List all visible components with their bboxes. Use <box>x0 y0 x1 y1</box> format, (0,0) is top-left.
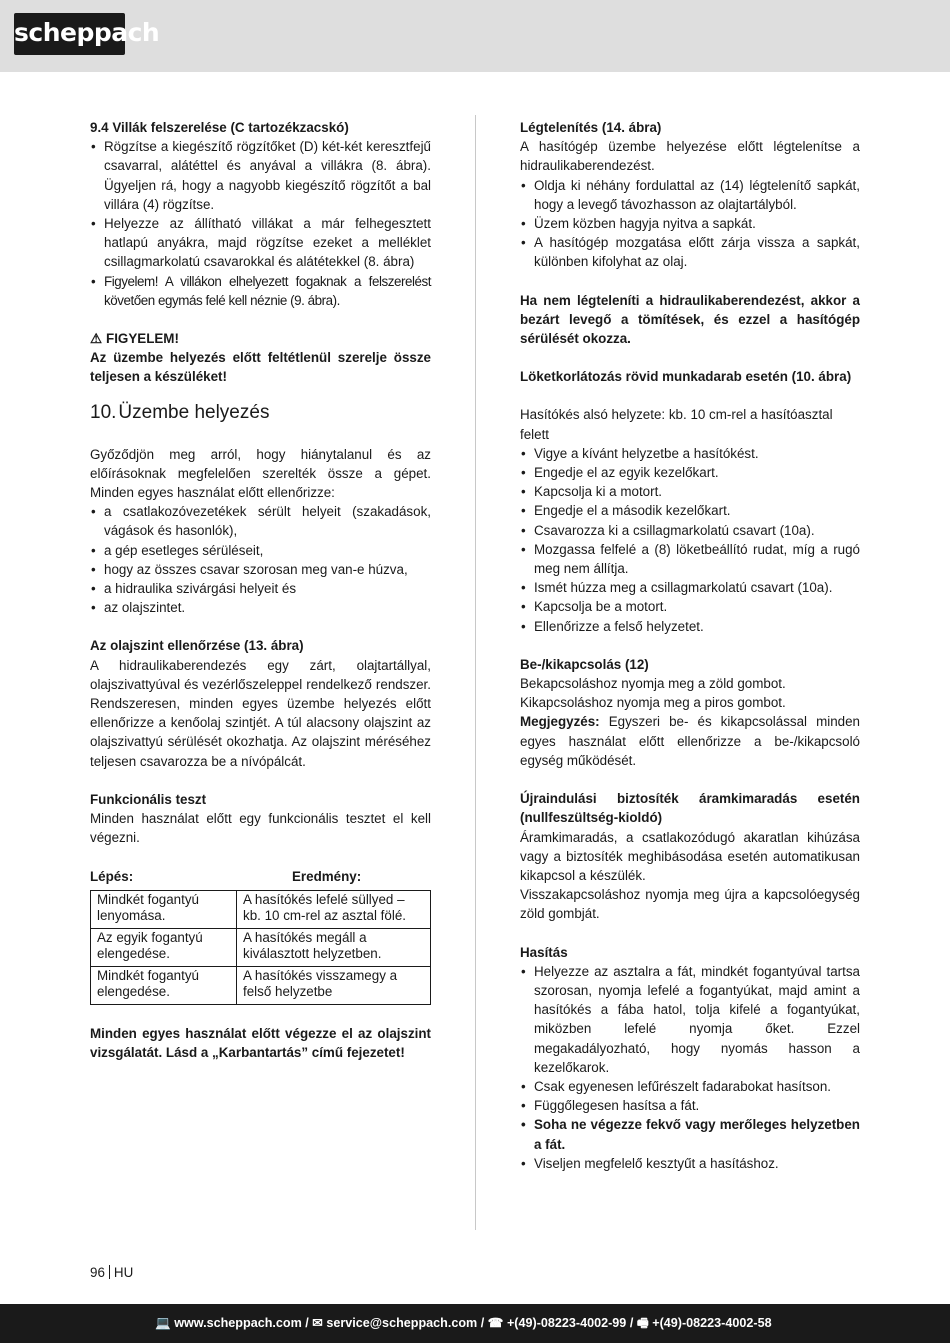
functional-test-title: Funkcionális teszt <box>90 791 207 807</box>
list-item: • Kapcsolja ki a motort. <box>520 482 860 501</box>
fax-icon: 🖷 <box>636 1316 649 1330</box>
venting-list <box>520 176 860 272</box>
footer-website[interactable]: www.scheppach.com <box>174 1316 302 1330</box>
oil-level-title: Az olajszint ellenőrzése (13. ábra) <box>90 638 304 654</box>
table-row <box>91 928 431 966</box>
splitting-list <box>520 962 860 1173</box>
right-column <box>520 118 860 1173</box>
footer-separator: / <box>305 1316 309 1330</box>
list-item: • a hidraulika szivárgási helyeit és <box>90 579 431 598</box>
oil-level-text: A hidraulikaberendezés egy zárt, olajtartállyal, olajszivattyúval és vezérlőszeleppel rendelkező rendszer. Rendszeresen, minden egyes üzembe helyezés előtt ellenőrizze a kenőolaj szintjét. A túl alacsony olajszint az olajszivattyú sérülését okozhatja. Az olajszint méréséhez teljesen csavarozza be a nívópálcát. <box>90 657 431 769</box>
list-item: • Vigye a kívánt helyzetbe a hasítókést. <box>520 444 860 463</box>
left-column <box>90 118 431 1062</box>
footer-phone[interactable]: +(49)-08223-4002-99 <box>506 1316 627 1330</box>
list-item: • Ellenőrizze a felső helyzetet. <box>520 617 860 636</box>
list-item: • a gép esetleges sérüléseit, <box>90 541 431 560</box>
section-9-4-list <box>90 137 431 310</box>
list-item: • Soha ne végezze fekvő vagy merőleges helyzetben a fát. <box>520 1115 860 1153</box>
venting-warning: Ha nem légteleníti a hidraulikaberendezést, akkor a bezárt levegő a tömítések, és ezzel a hasítógép sérülését okozza. <box>520 292 860 347</box>
table-header <box>90 867 431 886</box>
scheppach-logo: scheppach <box>14 13 125 55</box>
computer-icon: 💻 <box>155 1316 171 1330</box>
section-10-heading <box>90 401 431 425</box>
functional-test-text: Minden használat előtt egy funkcionális tesztet el kell végezni. <box>90 811 431 846</box>
warning-title: FIGYELEM! <box>106 331 179 347</box>
list-item: • Üzem közben hagyja nyitva a sapkát. <box>520 214 860 233</box>
footer-bar <box>0 1304 950 1343</box>
list-item: • Mozgassa felfelé a (8) löketbeállító rudat, míg a rugó meg nem állítja. <box>520 540 860 578</box>
final-note: Minden egyes használat előtt végezze el az olajszint vizsgálatát. Lásd a „Karbantartás” című fejezetet! <box>90 1025 431 1060</box>
table-row <box>91 966 431 1004</box>
table-row <box>91 890 431 928</box>
table-header-step: Lépés: <box>90 868 134 884</box>
warning-text: Az üzembe helyezés előtt feltétlenül szerelje össze teljesen a készüléket! <box>90 350 431 385</box>
splitting-title: Hasítás <box>520 944 568 960</box>
stroke-limit-list <box>520 444 860 636</box>
warning-heading <box>90 329 431 348</box>
page-separator <box>109 1265 110 1279</box>
restart-protection-text: Áramkimaradás, a csatlakozódugó akaratlan kihúzása vagy a biztosíték meghibásodása esetén automatikusan kikapcsol a készülék. <box>520 829 860 883</box>
section-10-number: 10. <box>90 401 117 423</box>
warning-icon: ⚠ <box>90 331 103 347</box>
venting-text: A hasítógép üzembe helyezése előtt légtelenítse a hidraulikaberendezést. <box>520 139 860 174</box>
list-item: • Helyezze az állítható villákat a már felhegesztett hatlapú anyákra, majd rögzítse ezeket a melléklet csillagmarkolatú csavarokkal és alátétekkel (8. ábra) <box>90 214 431 272</box>
page-number-value: 96 <box>90 1265 105 1280</box>
section-10-list <box>90 502 431 617</box>
list-item: • az olajszintet. <box>90 598 431 617</box>
list-item: • Oldja ki néhány fordulattal az (14) légtelenítő sapkát, hogy a levegő távozhasson az olajtartályból. <box>520 176 860 214</box>
note-text: Egyszeri be- és kikapcsolással minden egyes használat előtt ellenőrizze a be-/kikapcsoló egység működését. <box>520 714 860 768</box>
restart-protection-text: Visszakapcsoláshoz nyomja meg újra a kapcsolóegység zöld gombját. <box>520 887 860 922</box>
footer-contact <box>155 1304 772 1343</box>
list-item: • Csavarozza ki a csillagmarkolatú csavart (10a). <box>520 521 860 540</box>
table-cell-result: A hasítókés lefelé süllyed – kb. 10 cm-rel az asztal fölé. <box>237 890 431 928</box>
footer-separator: / <box>629 1316 634 1330</box>
table-header-result: Eredmény: <box>292 868 362 884</box>
section-9-4-title: 9.4 Villák felszerelése (C tartozékzacskó) <box>90 120 349 135</box>
table-cell-result: A hasítókés visszamegy a felső helyzetbe <box>237 966 431 1004</box>
list-item: • Függőlegesen hasítsa a fát. <box>520 1096 860 1115</box>
on-off-title: Be-/kikapcsolás (12) <box>520 656 649 672</box>
phone-icon: ☎ <box>487 1316 504 1330</box>
list-item: • Viseljen megfelelő kesztyűt a hasításhoz. <box>520 1154 860 1173</box>
section-10-title: Üzembe helyezés <box>118 401 270 423</box>
list-item: • Figyelem! A villákon elhelyezett fogaknak a felszerelést követően egymás felé kell néznie (9. ábra). <box>90 272 431 310</box>
table-cell-step: Mindkét fogantyú elengedése. <box>91 966 237 1004</box>
list-item: • Kapcsolja be a motort. <box>520 597 860 616</box>
list-item: • hogy az összes csavar szorosan meg van-e húzva, <box>90 560 431 579</box>
list-item: • A hasítógép mozgatása előtt zárja vissza a sapkát, különben kifolyhat az olaj. <box>520 233 860 271</box>
stroke-limit-text: Hasítókés alsó helyzete: kb. 10 cm-rel a hasítóasztal felett <box>520 407 833 442</box>
restart-protection-title: Újraindulási biztosíték áramkimaradás esetén (nullfeszültség-kioldó) <box>520 791 860 826</box>
table-cell-step: Mindkét fogantyú lenyomása. <box>91 890 237 928</box>
list-item: • Rögzítse a kiegészítő rögzítőket (D) két-két keresztfejű csavarral, alátéttel és anyával a villákra (8. ábra). Ügyeljen rá, hogy a nagyobb kiegészítő rögzítőt a bal villára (4) rögzítse. <box>90 137 431 214</box>
footer-email[interactable]: service@scheppach.com <box>326 1316 478 1330</box>
header-bar <box>0 0 950 72</box>
on-off-line: Kikapcsoláshoz nyomja meg a piros gombot. <box>520 695 786 711</box>
page-language: HU <box>113 1265 134 1280</box>
page-number <box>90 1265 133 1280</box>
venting-title: Légtelenítés (14. ábra) <box>520 120 662 135</box>
list-item: • Engedje el a második kezelőkart. <box>520 501 860 520</box>
list-item: • Engedje el az egyik kezelőkart. <box>520 463 860 482</box>
note-label: Megjegyzés: <box>520 714 600 730</box>
table-cell-step: Az egyik fogantyú elengedése. <box>91 928 237 966</box>
list-item: • Csak egyenesen lefűrészelt fadarabokat hasítson. <box>520 1077 860 1096</box>
section-10-intro: Győződjön meg arról, hogy hiánytalanul és az előírásoknak megfelelően szerelték össze a gépet. Minden egyes használat előtt ellenőrizze: <box>90 446 431 501</box>
stroke-limit-title: Löketkorlátozás rövid munkadarab esetén (10. ábra) <box>520 369 852 385</box>
functional-test-table <box>90 890 431 1005</box>
column-divider <box>475 115 476 1230</box>
on-off-line: Bekapcsoláshoz nyomja meg a zöld gombot. <box>520 676 786 692</box>
footer-separator: / <box>480 1316 485 1330</box>
list-item: • a csatlakozóvezetékek sérült helyeit (szakadások, vágások és hasonlók), <box>90 502 431 540</box>
on-off-note <box>520 712 860 770</box>
list-item: • Helyezze az asztalra a fát, mindkét fogantyúval tartsa szorosan, nyomja lefelé a fogantyúkat, majd amint a hasítókés a fába hatol, tolja kifelé a fogantyúkat, miközben lefelé nyomja őket. Ezzel megakadályozható, hogy nyomás hasson a kezelőkarok. <box>520 962 860 1077</box>
mail-icon: ✉ <box>312 1316 323 1330</box>
footer-fax: +(49)-08223-4002-58 <box>652 1316 772 1330</box>
list-item: • Ismét húzza meg a csillagmarkolatú csavart (10a). <box>520 578 860 597</box>
table-cell-result: A hasítókés megáll a kiválasztott helyzetben. <box>237 928 431 966</box>
